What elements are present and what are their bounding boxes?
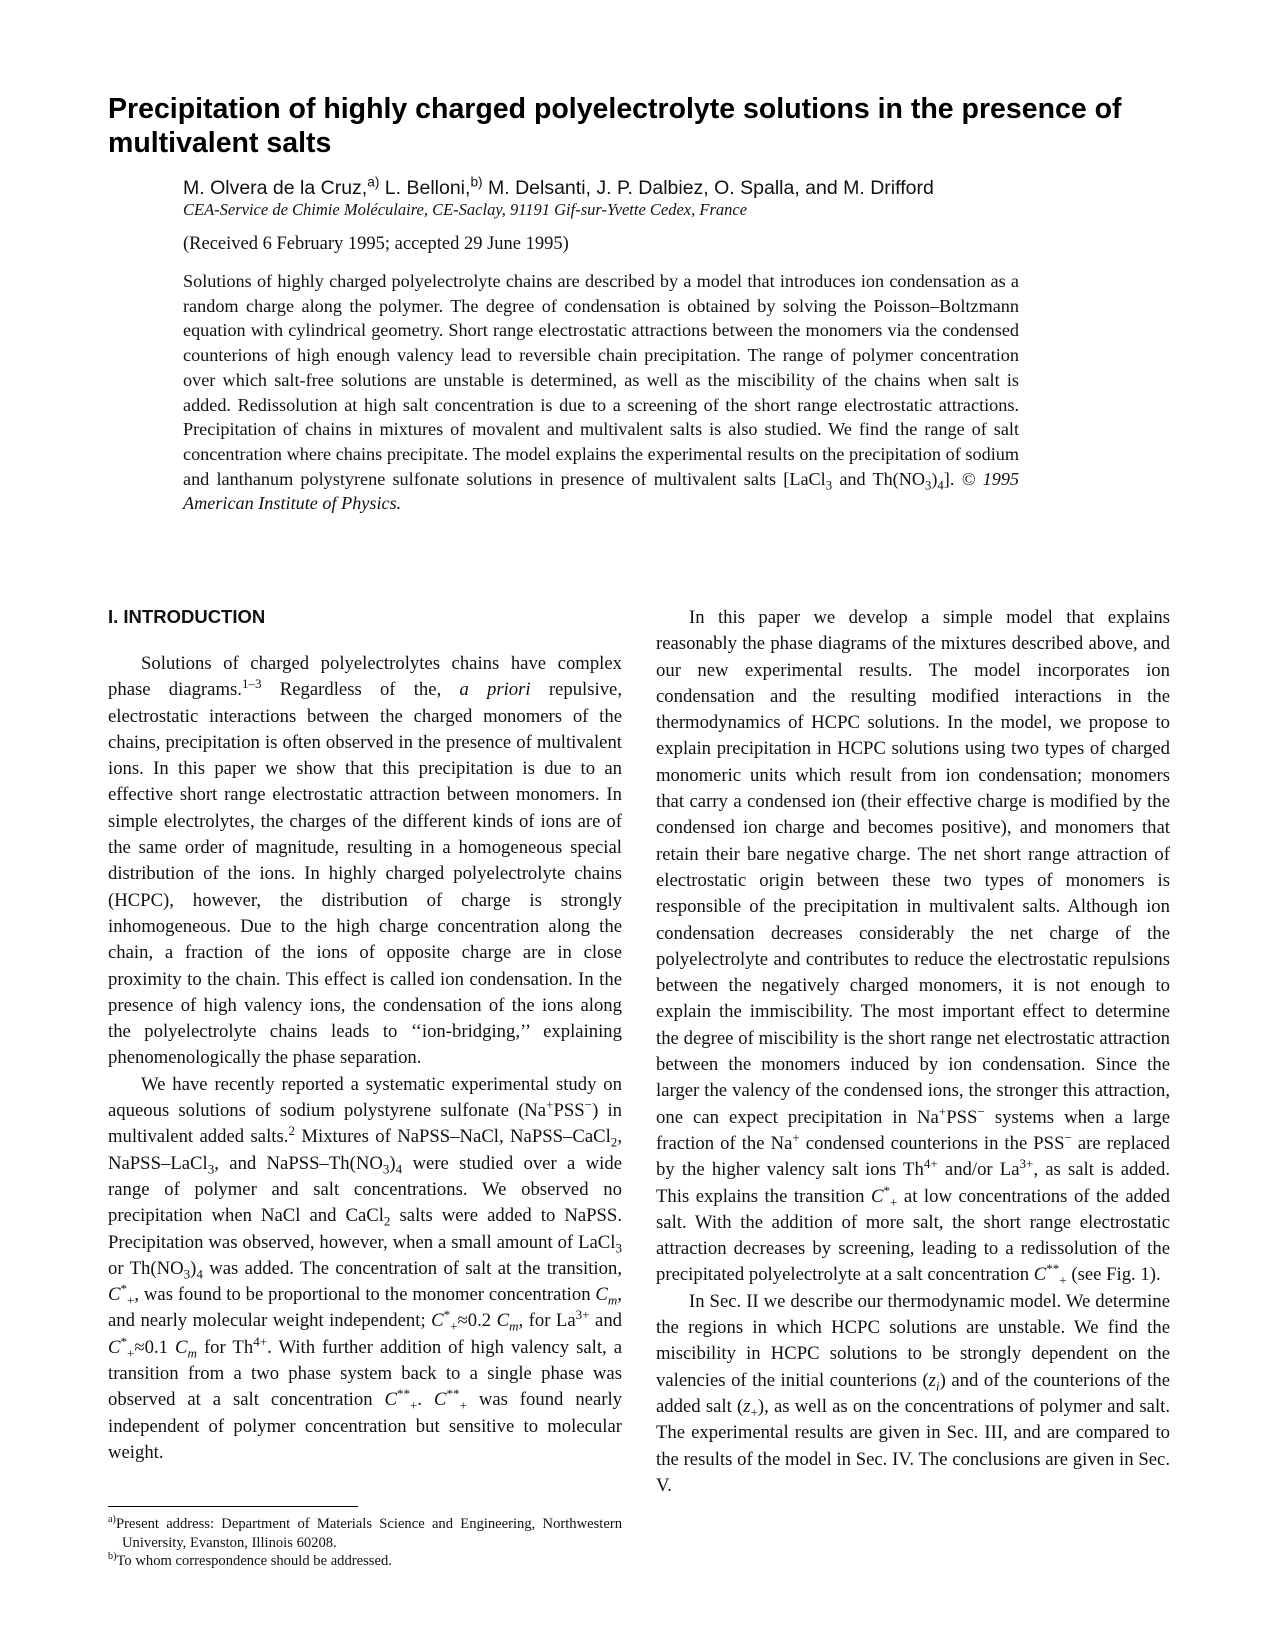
author-list [183,176,1143,200]
affiliation: CEA-Service de Chimie Moléculaire, CE-Saclay, 91191 Gif-sur-Yvette Cedex, France [183,200,748,219]
footnote-divider [108,1506,358,1507]
copyright-notice: © 1995 American Institute of Physics. [183,468,1020,514]
author-name: L. Belloni, [379,177,471,199]
author-footnote-mark: b) [470,174,483,190]
citation-ref: 2 [288,1123,295,1139]
footnotes [108,1515,622,1571]
intro-paragraph-4: In Sec. II we describe our thermodynamic model. We determine the regions in which HCPC solutions are unstable. We find the miscibility in HCPC solutions to be strongly dependent on the valencies of the initial counterions $(z_i)$ and of the counterions of the added salt $(z_+)$, as well as on the concentrations of polymer and salt. The experimental results are given in Sec. III, and are compared to the results of the model in Sec. IV. The conclusions are given in Sec. V. [656,1290,1171,1496]
citation-ref: 1–3 [241,676,262,692]
abstract: Solutions of highly charged polyelectrolyte chains are described by a model that introduces ion condensation as a random charge along the polymer. The degree of condensation is obtained by solving the Poisson–Boltzmann equation with cylindrical geometry. Short range electrostatic attractions between the monomers via the condensed counterions of high enough valency lead to reversible chain precipitation. The range of polymer concentration over which salt-free solutions are unstable is determined, as well as the miscibility of the chains when salt is added. Redissolution at high salt concentration is due to a screening of the short range electrostatic attractions. Precipitation of chains in mixtures of movalent and multivalent salts is also studied. We find the range of salt concentration where chains precipitate. The model explains the experimental results on the precipitation of sodium and lanthanum polystyrene sulfonate solutions in presence of multivalent salts [LaCl$_3$ and $Th(NO_3)_4$]. © 1995 American Institute of Physics. [183,271,1020,514]
author-name: M. Olvera de la Cruz, [183,177,368,199]
intro-paragraph-2: We have recently reported a systematic experimental study on aqueous solutions of sodium polystyrene sulfonate (Na+PSS−) in multivalent added salts.$^2$ Mixtures of NaPSS–NaCl, NaPSS–CaCl$_2$, NaPSS–LaCl$_3$, and NaPSS–$Th(NO_3)_4$ were studied over a wide range of polymer and salt concentrations. We observed no precipitation when NaCl and CaCl$_2$ salts were added to NaPSS. Precipitation was observed, however, when a small amount of LaCl$_3$ or $Th(NO_3)_4$ was added. The concentration of salt at the transition, $C^*_+$, was found to be proportional to the monomer concentration $C_m$, and nearly molecular weight independent; $C^*_+\approx 0.2$ $C_m$, for $La^{3+}$ and $C^*_+\approx 0.1$ $C_m$ for $Th^{4+}$. With further addition of high valency salt, a transition from a two phase system back to a single phase was observed at a salt concentration $C^{**}_+$. $C^{**}_+$ was found nearly independent of polymer concentration but sensitive to molecular weight. [108,1073,623,1463]
section-heading-introduction: I. INTRODUCTION [108,606,266,627]
footnote-a: $^{a)}$Present address: Department of Materials Science and Engineering, Northwestern University, Evanston, Illinois 60208. [108,1514,622,1551]
intro-paragraph-1: Solutions of charged polyelectrolytes chains have complex phase diagrams.$^{1-3}$ Regardless of the, a priori repulsive, electrostatic interactions between the charged monomers of the chains, precipitation is often observed in the presence of multivalent ions. In this paper we show that this precipitation is due to an effective short range electrostatic attraction between monomers. In simple electrolytes, the charges of the different kinds of ions are of the same order of magnitude, resulting in a homogeneous special distribution of the ions. In highly charged polyelectrolyte chains (HCPC), however, the distribution of charge is strongly inhomogeneous. Due to the high charge concentration along the chain, a fraction of the ions of opposite charge are in close proximity to the chain. This effect is called ion condensation. In the presence of high valency ions, the condensation of the ions along the polyelectrolyte chains leads to ‘‘ion-bridging,’’ explaining phenomenologically the phase separation. [108,653,622,1069]
author-names-rest: M. Delsanti, J. P. Dalbiez, O. Spalla, and M. Drifford [482,177,934,199]
received-dates: (Received 6 February 1995; accepted 29 June 1995) [183,234,569,254]
author-footnote-mark: a) [367,174,380,190]
intro-paragraph-3: In this paper we develop a simple model that explains reasonably the phase diagrams of the mixtures described above, and our new experimental results. The model incorporates ion condensation and the resulting modified interactions in the thermodynamics of HCPC solutions. In the model, we propose to explain precipitation in HCPC solutions using two types of charged monomeric units which result from ion condensation; monomers that carry a condensed ion (their effective charge is modified by the condensed ion charge and becomes positive), and monomers that retain their bare negative charge. The net short range attraction of electrostatic origin between these two types of monomers is responsible of the precipitation in multivalent salts. Although ion condensation decreases considerably the net charge of the polyelectrolyte and contributes to reduce the electrostatic repulsions between the negatively charged monomers, it is not enough to explain the immiscibility. The most important effect to determine the degree of miscibility is the short range net electrostatic attraction between the monomers induced by ion condensation. Since the larger the valency of the condensed ions, the stronger this attraction, one can expect precipitation in Na+PSS− systems when a large fraction of the Na+ condensed counterions in the PSS− are replaced by the higher valency salt ions $Th^{4+}$ and/or $La^{3+}$, as salt is added. This explains the transition $C^*_+$ at low concentrations of the added salt. With the addition of more salt, the short range electrostatic attraction decreases by screening, leading to a redissolution of the precipitated polyelectrolyte at a salt concentration $C^{**}_+$ (see Fig. 1). [656,607,1171,1289]
footnote-b: $^{b)}$To whom correspondence should be addressed. [108,1551,392,1569]
left-column [108,651,622,1466]
right-column [656,605,1170,1499]
paper-title: Precipitation of highly charged polyelectrolyte solutions in the presence of multivalent salts [108,93,1122,159]
